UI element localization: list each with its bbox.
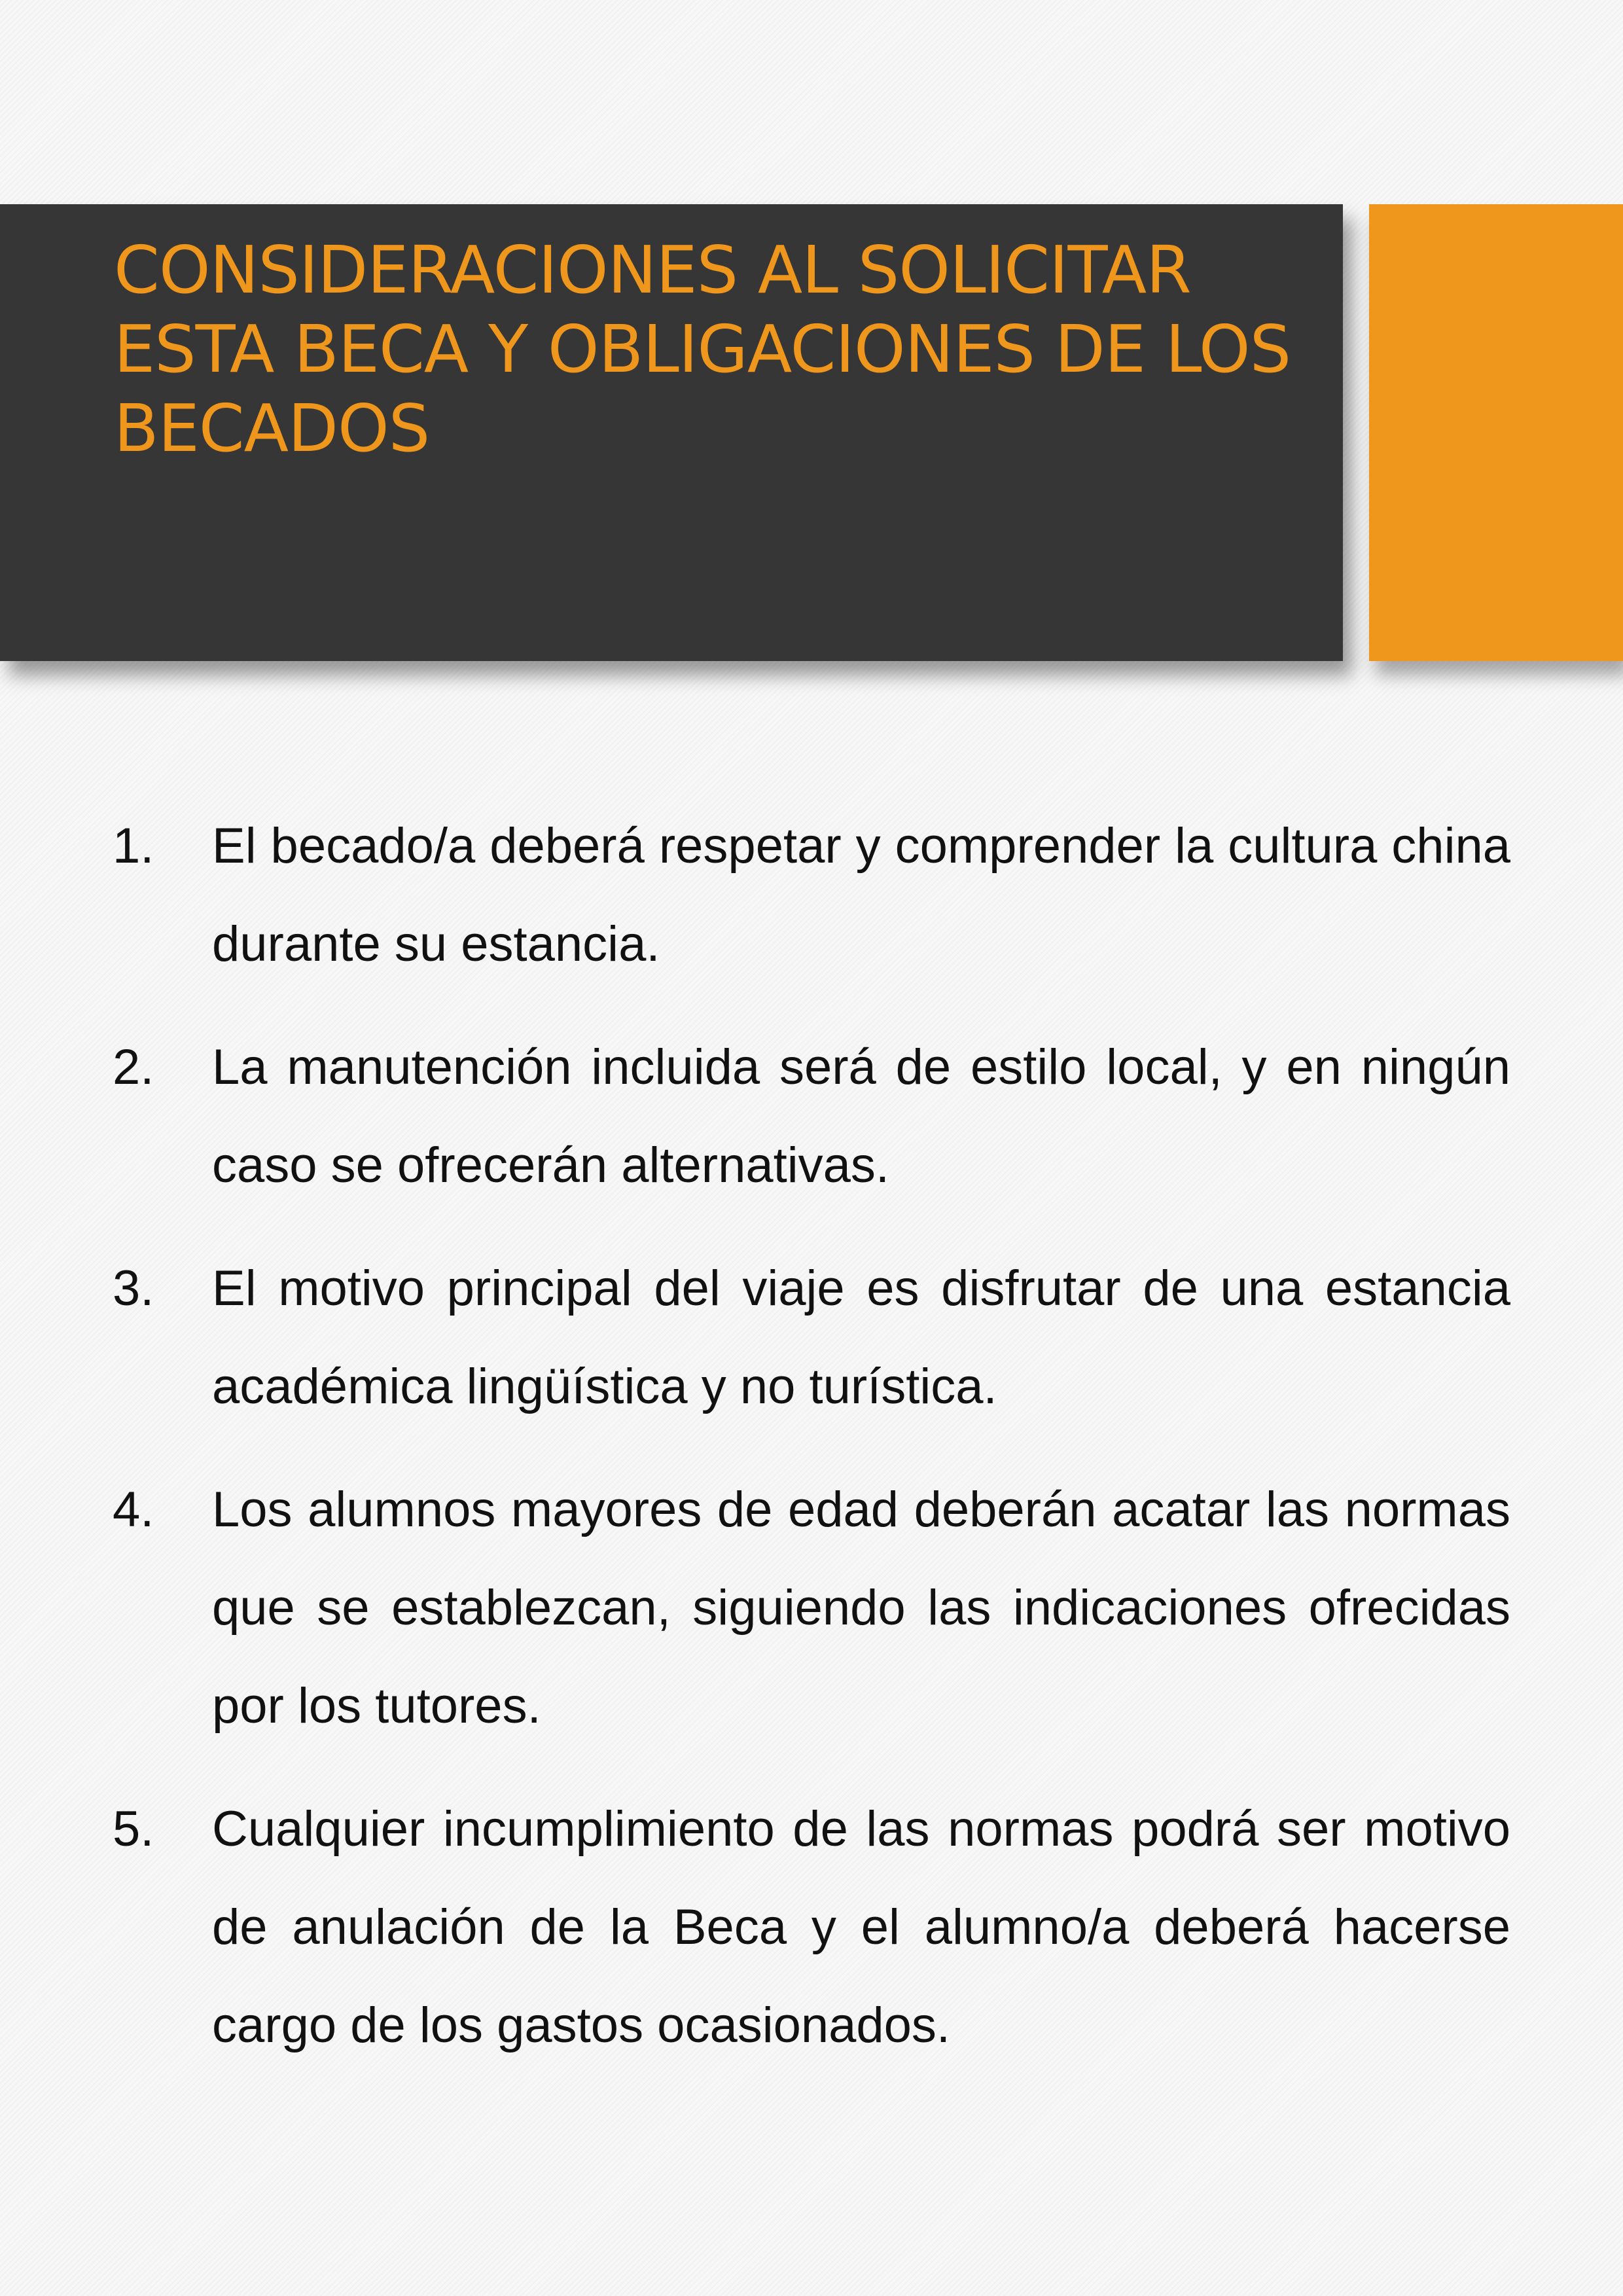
list-item [0, 1018, 1623, 1215]
accent-block [1369, 204, 1623, 661]
list-item-number: 3. [113, 1261, 154, 1316]
list-item [0, 1780, 1623, 2075]
list-item-text: Cualquier incumplimiento de las normas podrá ser motivo de anulación de la Beca y el alumno/a deberá hacerse cargo de los gastos ocasionados. [212, 1801, 1510, 2053]
list-item-text: El becado/a deberá respetar y comprender la cultura china durante su estancia. [212, 818, 1510, 972]
list-item-number: 5. [113, 1801, 154, 1857]
list-item [0, 1461, 1623, 1755]
list-item-text: El motivo principal del viaje es disfrutar de una estancia académica lingüística y no turística. [212, 1261, 1510, 1414]
list-item-number: 2. [113, 1039, 154, 1095]
list-item-number: 1. [113, 818, 154, 874]
list-item [0, 797, 1623, 994]
list-item-text: Los alumnos mayores de edad deberán acatar las normas que se establezcan, siguiendo las indicaciones ofrecidas por los tutores. [212, 1482, 1510, 1734]
list-item-text: La manutención incluida será de estilo local, y en ningún caso se ofrecerán alternativas. [212, 1039, 1510, 1193]
obligations-list [0, 797, 1623, 2100]
title-band [0, 204, 1343, 661]
list-item-number: 4. [113, 1482, 154, 1537]
page-title: CONSIDERACIONES AL SOLICITAR ESTA BECA Y OBLIGACIONES DE LOS BECADOS [114, 232, 1291, 467]
list-item [0, 1240, 1623, 1436]
